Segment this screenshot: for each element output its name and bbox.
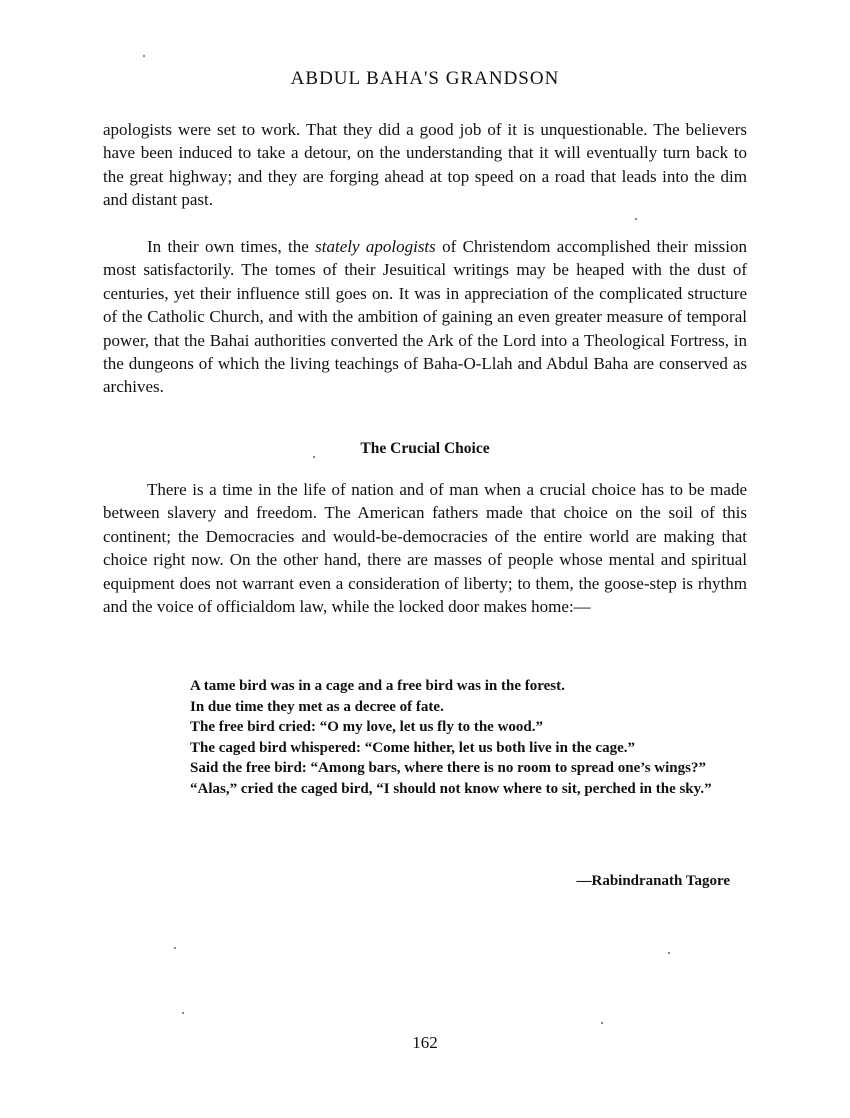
scan-speck xyxy=(635,218,637,220)
section-heading: The Crucial Choice xyxy=(360,440,490,457)
scan-speck xyxy=(174,947,176,949)
poem-attribution: —Rabindranath Tagore xyxy=(576,873,730,889)
poem-block xyxy=(190,676,730,800)
poem-line: A tame bird was in a cage and a free bird was in the forest. xyxy=(190,678,565,694)
running-head: ABDUL BAHA'S GRANDSON xyxy=(290,68,560,89)
paragraph-2-part-2: of Christendom accomplished their mission most satisfactorily. The tomes of their Jesuitical writings may be heaped with the dust of centuries, yet their influence still goes on. It was in appreciation of the complicated structure of the Catholic Church, and with the ambition of gaining an even greater measure of temporal power, that the Bahai authorities converted the Ark of the Lord into a Theological Fortress, in the dungeons of which the living teachings of Baha-O-Llah and Abdul Baha are conserved as archives. xyxy=(103,237,747,397)
poem-line: Said the free bird: “Among bars, where there is no room to spread one’s wings?” xyxy=(190,760,706,777)
poem-line: “Alas,” cried the caged bird, “I should not know where to sit, perched in the sky.” xyxy=(190,780,712,797)
scan-speck xyxy=(601,1022,603,1024)
page-number: 162 xyxy=(412,1033,438,1052)
scan-speck xyxy=(182,1012,184,1014)
paragraph-2 xyxy=(103,235,747,399)
scan-speck xyxy=(313,456,315,458)
poem-line: In due time they met as a decree of fate. xyxy=(190,698,444,715)
paragraph-3: There is a time in the life of nation and of man when a crucial choice has to be made between slavery and freedom. The American fathers made that choice on the soil of this continent; the Democracies and would-be-democracies of the entire world are making that choice right now. On the other hand, there are masses of people whose mental and spiritual equipment does not warrant even a consideration of liberty; to them, the goose-step is rhythm and the voice of officialdom law, while the locked door makes home:— xyxy=(103,480,747,617)
scan-speck xyxy=(668,952,670,954)
scan-speck xyxy=(143,55,145,57)
poem-line: The free bird cried: “O my love, let us fly to the wood.” xyxy=(190,719,544,736)
paragraph-1: apologists were set to work. That they did a good job of it is unquestionable. The believers have been induced to take a detour, on the understanding that it will eventually turn back to the great highway; and they are forging ahead at top speed on a road that leads into the dim and distant past. xyxy=(103,120,747,210)
poem-line: The caged bird whispered: “Come hither, let us both live in the cage.” xyxy=(190,739,635,756)
paragraph-2-emphasis: stately apologists xyxy=(315,237,436,256)
paragraph-2-part-1: In their own times, the xyxy=(147,237,316,256)
